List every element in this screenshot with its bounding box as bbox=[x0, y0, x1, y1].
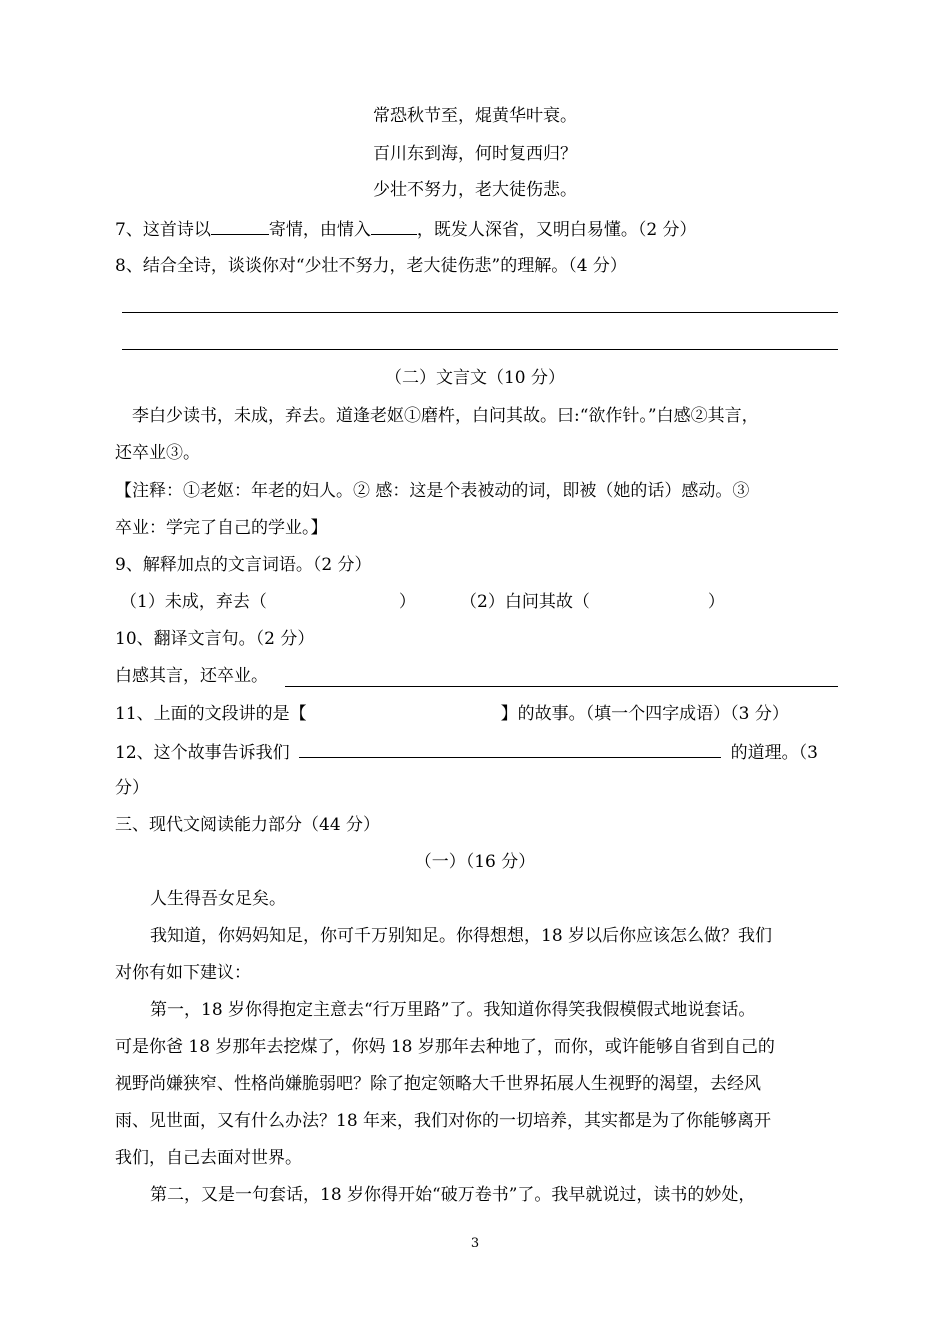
article-paragraph-3-line-4: 雨、见世面，又有什么办法？18 年来，我们对你的一切培养，其实都是为了你能够离开 bbox=[115, 1111, 772, 1131]
article-paragraph-4-line-1: 第二，又是一句套话，18 岁你得开始“破万卷书”了。我早就说过，读书的妙处， bbox=[150, 1185, 756, 1205]
question-7-blank-2[interactable] bbox=[371, 216, 417, 235]
article-paragraph-1: 人生得吾女足矣。 bbox=[150, 889, 286, 909]
article-paragraph-3-line-5: 我们，自己去面对世界。 bbox=[115, 1148, 302, 1168]
question-12-blank[interactable] bbox=[299, 739, 721, 758]
question-7-part-2: 寄情，由情入 bbox=[268, 220, 371, 240]
section-classical-title: （二）文言文（10 分） bbox=[384, 368, 566, 388]
question-7-part-1: 7、这首诗以 bbox=[115, 220, 211, 240]
notes-line-2: 卒业：学完了自己的学业。】 bbox=[115, 518, 328, 538]
answer-line-q10[interactable] bbox=[285, 686, 838, 687]
poem-line-1: 常恐秋节至，焜黄华叶衰。 bbox=[373, 106, 577, 126]
subsection-one-title: （一）（16 分） bbox=[414, 852, 536, 872]
question-12-part-1: 12、这个故事告诉我们 bbox=[115, 743, 290, 763]
question-9-item-1 bbox=[120, 590, 416, 614]
answer-line-q8-2[interactable] bbox=[122, 349, 838, 350]
question-9-item-2-close: ） bbox=[707, 592, 725, 612]
question-10: 10、翻译文言句。（2 分） bbox=[115, 629, 315, 649]
question-9-item-1-label: （1）未成，弃去（ bbox=[120, 592, 267, 612]
question-7-part-3: ，既发人深省，又明白易懂。（2 分） bbox=[416, 220, 697, 240]
question-11-part-1: 11、上面的文段讲的是【 bbox=[115, 704, 307, 724]
page-number: 3 bbox=[470, 1236, 480, 1251]
question-9-item-2 bbox=[460, 590, 725, 614]
question-8: 8、结合全诗，谈谈你对“少壮不努力，老大徒伤悲”的理解。（4 分） bbox=[115, 256, 627, 276]
article-paragraph-3-line-3: 视野尚嫌狭窄、性格尚嫌脆弱吧？除了抱定领略大千世界拓展人生视野的渴望，去经风 bbox=[115, 1074, 761, 1094]
question-10-sentence: 白感其言，还卒业。 bbox=[115, 666, 268, 686]
answer-line-q8-1[interactable] bbox=[122, 312, 838, 313]
section-modern-title: 三、现代文阅读能力部分（44 分） bbox=[115, 815, 381, 835]
question-9-item-2-label: （2）白问其故（ bbox=[460, 592, 590, 612]
article-paragraph-3-line-2: 可是你爸 18 岁那年去挖煤了，你妈 18 岁那年去种地了，而你，或许能够自省到自己的 bbox=[115, 1037, 775, 1057]
question-9: 9、解释加点的文言词语。（2 分） bbox=[115, 555, 372, 575]
poem-line-2: 百川东到海，何时复西归？ bbox=[373, 144, 577, 164]
notes-line-1: 【注释：①老妪：年老的妇人。② 感：这是个表被动的词，即被（她的话）感动。③ bbox=[115, 481, 750, 501]
article-paragraph-3-line-1: 第一，18 岁你得抱定主意去“行万里路”了。我知道你得笑我假模假式地说套话。 bbox=[150, 1000, 756, 1020]
classical-text-line-2: 还卒业③。 bbox=[115, 443, 200, 463]
article-paragraph-2-line-1: 我知道，你妈妈知足，你可千万别知足。你得想想，18 岁以后你应该怎么做？我们 bbox=[150, 926, 773, 946]
question-12-part-2: 的道理。（3 bbox=[730, 743, 818, 763]
question-11 bbox=[115, 702, 789, 726]
question-12 bbox=[115, 739, 818, 765]
poem-line-3: 少壮不努力，老大徒伤悲。 bbox=[373, 180, 577, 200]
question-7-blank-1[interactable] bbox=[211, 216, 269, 235]
classical-text-line-1: 李白少读书，未成，弃去。道逢老妪①磨杵，白问其故。曰:“欲作针。”白感②其言， bbox=[132, 406, 759, 426]
question-7 bbox=[115, 216, 697, 242]
article-paragraph-2-line-2: 对你有如下建议： bbox=[115, 963, 251, 983]
question-11-part-2: 】的故事。（填一个四字成语）（3 分） bbox=[500, 704, 789, 724]
question-12-continued: 分） bbox=[115, 778, 149, 798]
question-9-item-1-close: ） bbox=[398, 592, 416, 612]
